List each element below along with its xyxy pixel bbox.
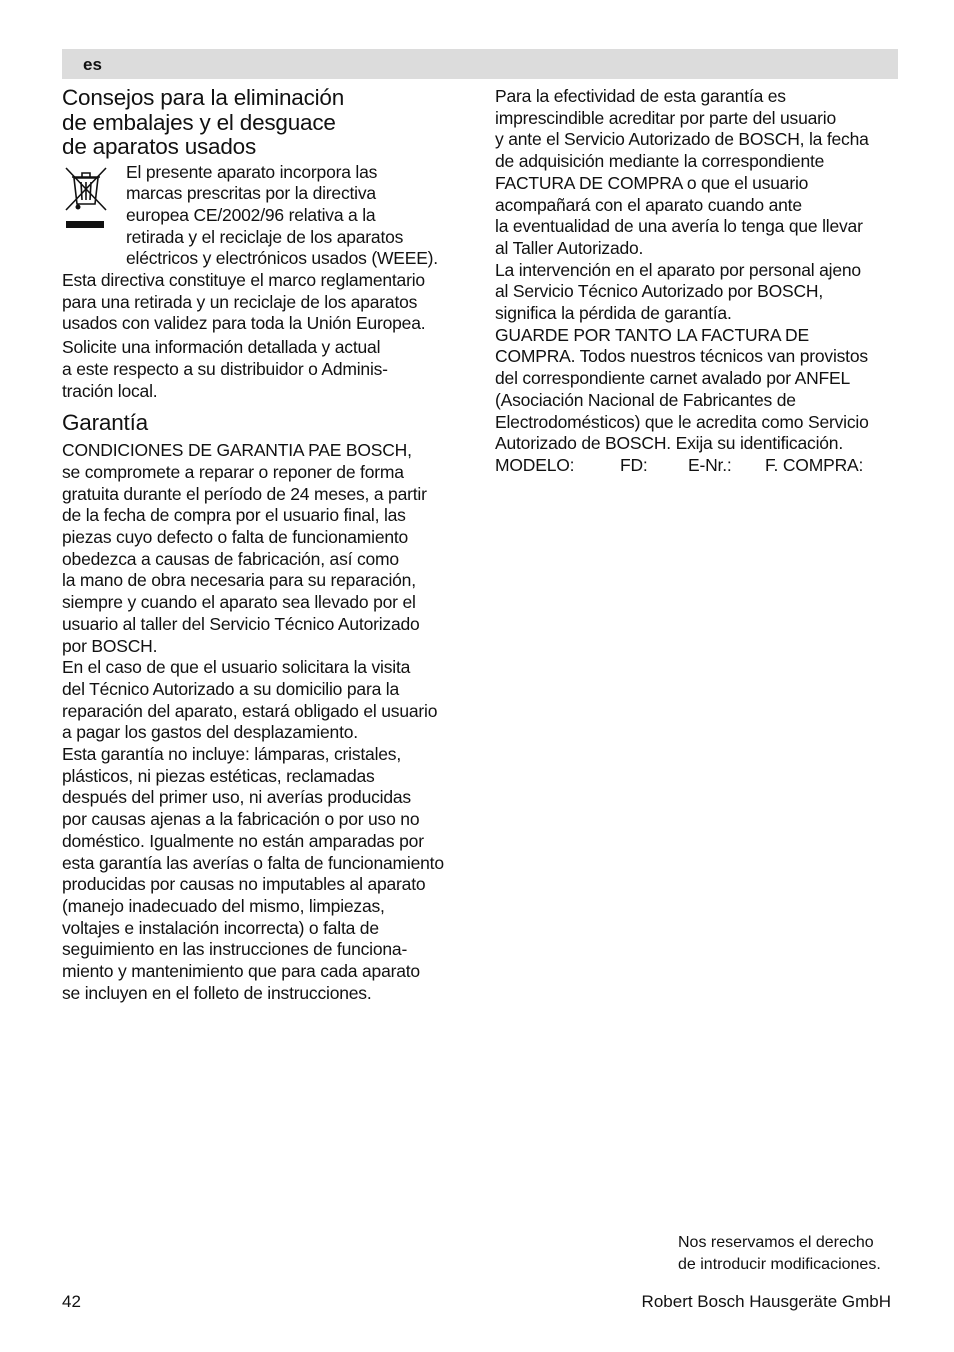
validity-paragraph: Para la efectividad de esta garantía es imprescindible acreditar por parte del usuario y ante el Servicio Autorizado de BOSCH, la fecha de adquisición mediante la correspondiente FACTURA DE COMPRA o que el usuario acompañará con el aparato cuando ante la eventualidad de una avería lo tenga que llevar al Taller Autorizado. [495, 86, 869, 258]
intervention-paragraph: La intervención en el aparato por personal ajeno al Servicio Técnico Autorizado por BOSCH, significa la pérdida de garantía. [495, 259, 861, 324]
left-column [62, 86, 470, 1005]
right-column [495, 86, 905, 477]
model-field-label: MODELO: [495, 454, 575, 475]
info-paragraph: Solicite una información detallada y actual a este respecto a su distribuidor o Adminis- tración local. [62, 337, 388, 401]
crossed-out-wheelie-bin-icon [62, 162, 126, 271]
fd-field-label: FD: [620, 454, 648, 475]
disposal-title: Consejos para la eliminación de embalajes y el desguace de aparatos usados [62, 85, 345, 159]
warranty-title: Garantía [62, 410, 148, 436]
page-number: 42 [62, 1292, 81, 1311]
weee-text: El presente aparato incorpora las marcas prescritas por la directiva europea CE/2002/96 relativa a la retirada y el reciclaje de los aparatos eléctricos y electrónicos usados (WEEE). [126, 161, 438, 269]
reservation-note: Nos reservamos el derecho de introducir modificaciones. [678, 1234, 881, 1273]
warranty-paragraph-3: Esta garantía no incluye: lámparas, cristales, plásticos, ni piezas estéticas, reclamadas después del primer uso, ni averías producidas por causas ajenas a la fabricación o por uso no doméstico. Igualmente no están amparadas por esta garantía las averías o falta de funcionamiento producidas por causas no imputables al aparato (manejo inadecuado del mismo, limpiezas, voltajes e instalación incorrecta) o falta de seguimiento en las instrucciones de funciona- miento y mantenimiento que para cada aparato se incluyen en el folleto de instrucciones. [62, 744, 444, 1003]
warranty-paragraph-2: En el caso de que el usuario solicitara la visita del Técnico Autorizado a su domicilio para la reparación del aparato, estará obligado el usuario a pagar los gastos del desplazamiento. [62, 657, 438, 743]
enr-field-label: E-Nr.: [688, 454, 732, 475]
keep-invoice-paragraph: GUARDE POR TANTO LA FACTURA DE COMPRA. Todos nuestros técnicos van provistos del correspondiente carnet avalado por ANFEL (Asociación Nacional de Fabricantes de Electrodomésticos) que le acredita como Servicio Autorizado de BOSCH. Exija su identificación. [495, 324, 869, 454]
purchase-form-row [495, 455, 905, 477]
purchase-date-field-label: F. COMPRA: [765, 454, 864, 475]
language-code: es [83, 55, 102, 74]
weee-notice [62, 162, 470, 271]
company-name: Robert Bosch Hausgeräte GmbH [641, 1292, 891, 1311]
language-bar [62, 49, 898, 79]
warranty-paragraph-1: CONDICIONES DE GARANTIA PAE BOSCH, se compromete a reparar o reponer de forma gratuita durante el período de 24 meses, a partir de la fecha de compra por el usuario final, las piezas cuyo defecto o falta de funcionamiento obedezca a causas de fabricación, así como la mano de obra necesaria para su reparación, siempre y cuando el aparato sea llevado por el usuario al taller del Servicio Técnico Autorizado por BOSCH. [62, 440, 427, 656]
directive-paragraph: Esta directiva constituye el marco reglamentario para una retirada y un reciclaje de los aparatos usados con validez para toda la Unión Europea. [62, 270, 426, 334]
